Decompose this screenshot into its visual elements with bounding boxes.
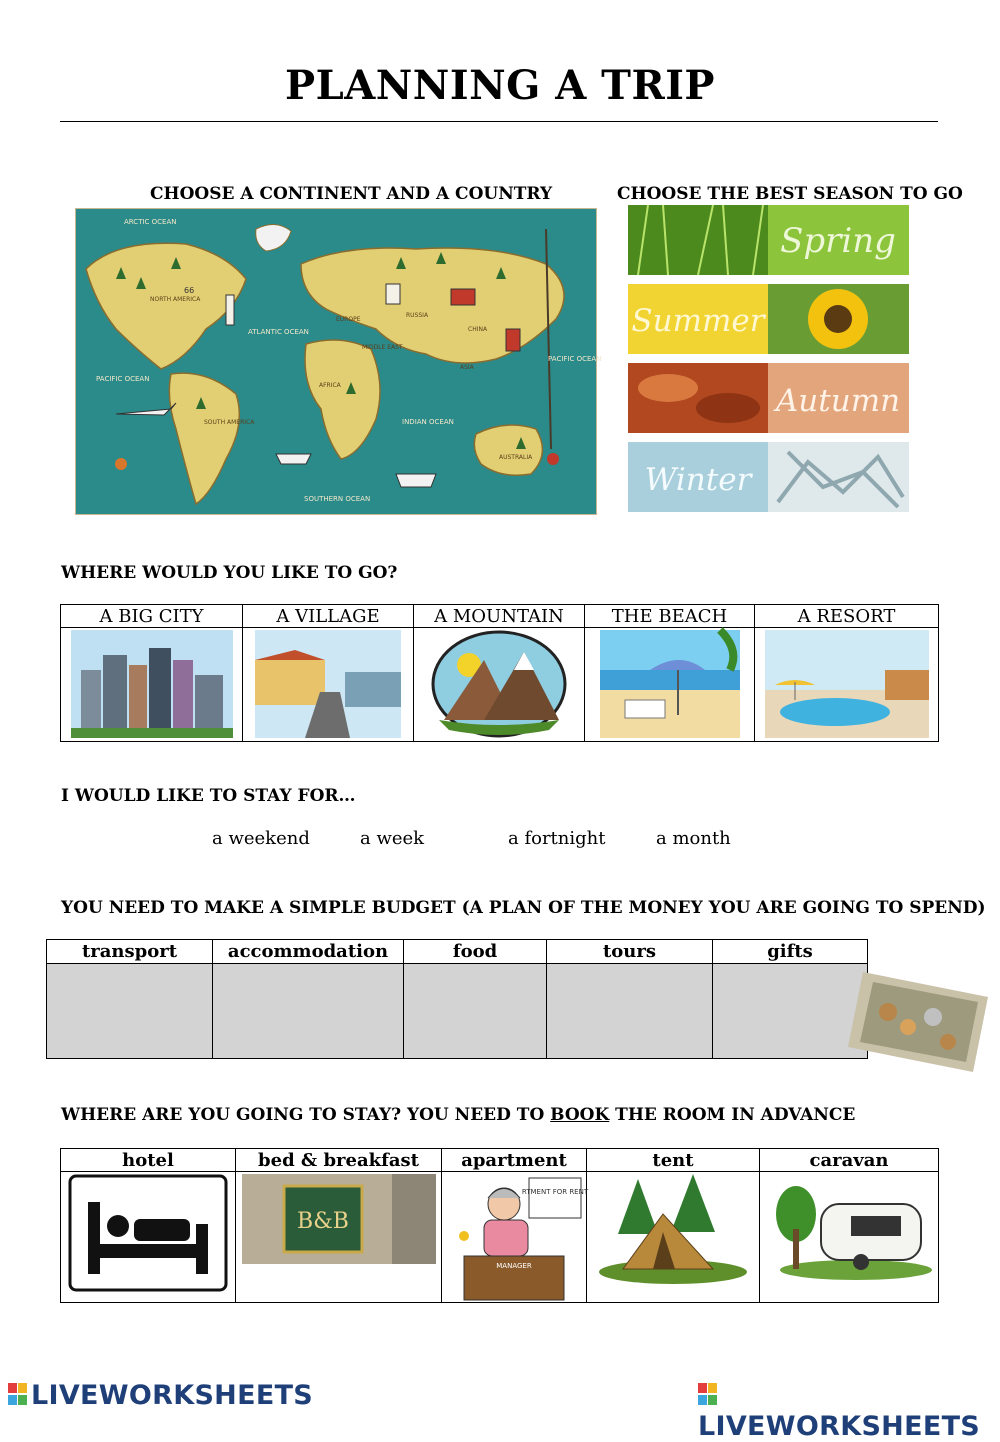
destination-option-mountain[interactable] <box>414 628 585 742</box>
duration-option-fortnight[interactable]: a fortnight <box>508 828 606 849</box>
destination-header-resort: A RESORT <box>755 605 939 628</box>
destination-option-village[interactable] <box>243 628 414 742</box>
big-city-image <box>71 630 233 738</box>
accommodation-heading-start: WHERE ARE YOU GOING TO STAY? YOU NEED TO <box>61 1105 551 1125</box>
map-label-europe: EUROPE <box>336 316 361 323</box>
map-heading: CHOOSE A CONTINENT AND A COUNTRY <box>150 184 553 204</box>
tent-image <box>593 1174 753 1286</box>
summer-image <box>628 284 909 354</box>
village-image <box>255 630 401 738</box>
money-image <box>848 972 988 1072</box>
bed-icon <box>66 1174 230 1294</box>
accommodation-header-caravan: caravan <box>760 1149 939 1172</box>
liveworksheets-logo-icon <box>8 1381 28 1407</box>
destinations-heading: WHERE WOULD YOU LIKE TO GO? <box>61 563 398 583</box>
budget-header-transport: transport <box>47 940 213 964</box>
autumn-image <box>628 363 909 433</box>
winter-image <box>628 442 909 512</box>
map-label-south-america: SOUTH AMERICA <box>204 419 255 426</box>
budget-input-tours[interactable] <box>547 964 713 1059</box>
season-spring-card[interactable] <box>628 205 909 275</box>
accommodation-header-apartment: apartment <box>442 1149 587 1172</box>
budget-input-food[interactable] <box>404 964 547 1059</box>
budget-heading: YOU NEED TO MAKE A SIMPLE BUDGET (A PLAN OF THE MONEY YOU ARE GOING TO SPEND) <box>61 898 986 918</box>
season-autumn-label: Autumn <box>775 383 901 419</box>
duration-option-month[interactable]: a month <box>656 828 731 849</box>
footer-logo-right-text: LIVEWORKSHEETS <box>698 1411 981 1442</box>
accommodation-option-hotel[interactable] <box>61 1172 236 1303</box>
accommodation-table <box>60 1148 939 1303</box>
destination-header-mountain: A MOUNTAIN <box>414 605 585 628</box>
budget-header-gifts: gifts <box>713 940 868 964</box>
destination-header-beach: THE BEACH <box>585 605 755 628</box>
footer-logo-left <box>8 1380 313 1411</box>
accommodation-option-caravan[interactable] <box>760 1172 939 1303</box>
accommodation-header-hotel: hotel <box>61 1149 236 1172</box>
season-winter-card[interactable] <box>628 442 909 512</box>
map-label-asia: ASIA <box>460 364 474 371</box>
map-label-arctic: ARCTIC OCEAN <box>124 218 177 226</box>
budget-header-tours: tours <box>547 940 713 964</box>
footer-logo-left-text: LIVEWORKSHEETS <box>31 1380 314 1411</box>
destination-option-beach[interactable] <box>585 628 755 742</box>
title-divider <box>60 121 938 122</box>
map-label-russia: RUSSIA <box>406 312 429 319</box>
season-heading: CHOOSE THE BEST SEASON TO GO <box>617 184 963 204</box>
map-label-australia: AUSTRALIA <box>499 454 533 461</box>
destination-option-city[interactable] <box>61 628 243 742</box>
season-autumn-card[interactable] <box>628 363 909 433</box>
accommodation-option-tent[interactable] <box>587 1172 760 1303</box>
budget-header-food: food <box>404 940 547 964</box>
spring-image <box>628 205 909 275</box>
map-label-pacific-left: PACIFIC OCEAN <box>96 375 150 383</box>
resort-image <box>765 630 929 738</box>
map-label-pacific-right: PACIFIC OCEAN <box>548 355 602 363</box>
destinations-table <box>60 604 939 742</box>
accommodation-option-bnb[interactable] <box>236 1172 442 1303</box>
bnb-sign-image <box>242 1174 436 1264</box>
destination-header-city: A BIG CITY <box>61 605 243 628</box>
world-map[interactable] <box>75 208 602 515</box>
season-summer-card[interactable] <box>628 284 909 354</box>
page-title: PLANNING A TRIP <box>285 62 715 109</box>
accommodation-heading-end: THE ROOM IN ADVANCE <box>609 1105 856 1125</box>
season-spring-label: Spring <box>780 221 896 261</box>
mountain-image <box>429 630 569 738</box>
world-map-illustration <box>76 209 602 514</box>
caravan-image <box>766 1174 932 1284</box>
accommodation-heading <box>61 1105 855 1125</box>
map-label-southern: SOUTHERN OCEAN <box>304 495 371 503</box>
map-label-indian: INDIAN OCEAN <box>402 418 454 426</box>
destination-header-village: A VILLAGE <box>243 605 414 628</box>
map-label-atlantic: ATLANTIC OCEAN <box>248 328 309 336</box>
liveworksheets-logo-icon <box>698 1381 718 1407</box>
apartment-sign-text: RTMENT FOR RENT <box>521 1188 589 1196</box>
budget-header-accommodation: accommodation <box>213 940 404 964</box>
destination-option-resort[interactable] <box>755 628 939 742</box>
accommodation-header-tent: tent <box>587 1149 760 1172</box>
map-label-china: CHINA <box>468 326 488 333</box>
map-label-africa: AFRICA <box>319 382 341 389</box>
budget-input-gifts[interactable] <box>713 964 868 1059</box>
manager-sign-text: MANAGER <box>496 1262 532 1270</box>
bnb-sign-text: B&B <box>296 1209 349 1234</box>
footer-logo-right <box>698 1380 1000 1442</box>
accommodation-header-bnb: bed & breakfast <box>236 1149 442 1172</box>
season-summer-label: Summer <box>631 303 765 339</box>
accommodation-option-apartment[interactable] <box>442 1172 587 1303</box>
map-label-north-america: NORTH AMERICA <box>150 296 201 303</box>
season-winter-label: Winter <box>644 462 752 498</box>
budget-table <box>46 939 868 1059</box>
accommodation-heading-book: BOOK <box>550 1105 610 1125</box>
apartment-image <box>444 1174 589 1300</box>
budget-input-transport[interactable] <box>47 964 213 1059</box>
map-label-middle-east: MIDDLE EAST <box>362 344 403 351</box>
duration-option-weekend[interactable]: a weekend <box>212 828 310 849</box>
beach-image <box>600 630 740 738</box>
map-label-route: 66 <box>184 286 195 295</box>
budget-input-accommodation[interactable] <box>213 964 404 1059</box>
duration-heading: I WOULD LIKE TO STAY FOR… <box>61 786 356 806</box>
duration-option-week[interactable]: a week <box>360 828 425 849</box>
